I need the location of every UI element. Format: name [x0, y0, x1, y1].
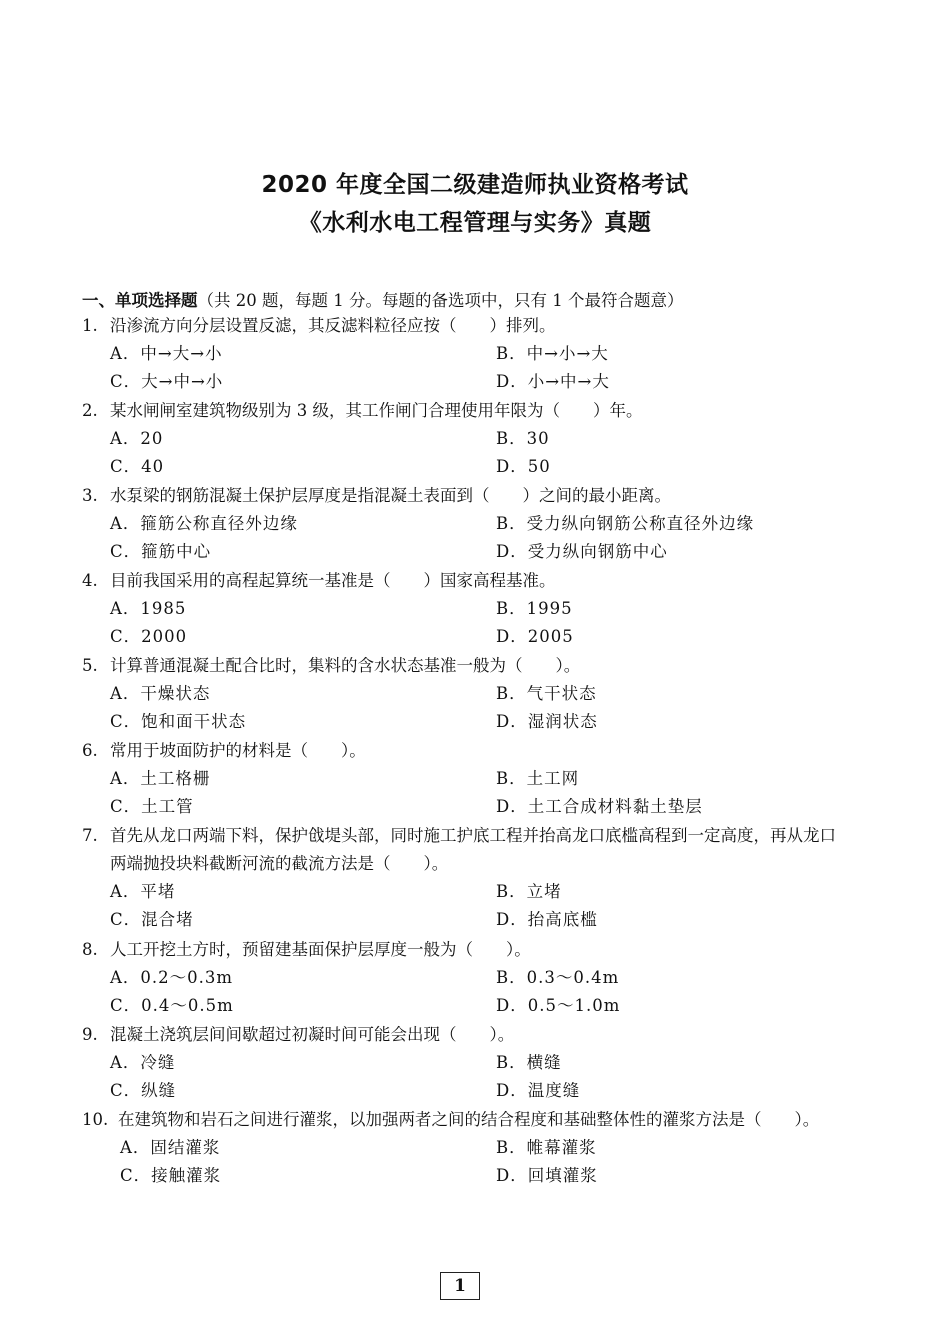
option-b: B．受力纵向钢筋公称直径外边缘: [496, 514, 755, 533]
option-a: A．土工格栅: [110, 769, 211, 788]
question-1: [82, 312, 842, 396]
question-4: [82, 567, 842, 651]
question-stem: 常用于坡面防护的材料是（ ）。: [110, 741, 366, 760]
question-number: 7.: [82, 826, 98, 845]
exam-title: 2020 年度全国二级建造师执业资格考试: [261, 172, 689, 198]
question-stem: 水泵梁的钢筋混凝土保护层厚度是指混凝土表面到（ ）之间的最小距离。: [110, 486, 671, 505]
option-d: D．50: [496, 457, 551, 476]
page-number: 1: [440, 1272, 480, 1300]
option-a: A．1985: [110, 599, 187, 618]
question-6: [82, 737, 842, 821]
option-c: C．2000: [110, 627, 188, 646]
question-number: 5.: [82, 656, 98, 675]
option-a: A．20: [110, 429, 164, 448]
option-c: C．饱和面干状态: [110, 712, 247, 731]
question-number: 3.: [82, 486, 98, 505]
question-stem: 沿渗流方向分层设置反滤，其反滤料粒径应按（ ）排列。: [110, 316, 556, 335]
exam-subtitle: 《水利水电工程管理与实务》真题: [298, 210, 652, 236]
option-c: C．混合堵: [110, 910, 194, 929]
question-7: [82, 822, 842, 934]
question-8: [82, 936, 842, 1020]
question-3: [82, 482, 842, 566]
option-d: D．抬高底槛: [496, 910, 598, 929]
option-b: B．横缝: [496, 1053, 562, 1072]
option-a: A．干燥状态: [110, 684, 211, 703]
option-c: C．0.4～0.5m: [110, 996, 234, 1015]
section-title: 一、单项选择题: [82, 291, 198, 310]
option-b: B．气干状态: [496, 684, 597, 703]
option-d: D．回填灌浆: [496, 1166, 598, 1185]
option-d: D．小→中→大: [496, 372, 610, 391]
question-number: 1.: [82, 316, 98, 335]
option-b: B．立堵: [496, 882, 562, 901]
option-b: B．中→小→大: [496, 344, 609, 363]
option-a: A．冷缝: [110, 1053, 176, 1072]
question-stem: 人工开挖土方时，预留建基面保护层厚度一般为（ ）。: [110, 940, 531, 959]
option-b: B．1995: [496, 599, 573, 618]
option-d: D．土工合成材料黏土垫层: [496, 797, 703, 816]
question-stem: 目前我国采用的高程起算统一基准是（ ）国家高程基准。: [110, 571, 556, 590]
option-a: A．箍筋公称直径外边缘: [110, 514, 298, 533]
option-d: D．湿润状态: [496, 712, 598, 731]
question-stem: 首先从龙口两端下料，保护戗堤头部，同时施工护底工程并抬高龙口底槛高程到一定高度，再从龙口两端抛投块料截断河流的截流方法是（ ）。: [110, 826, 836, 873]
option-b: B．土工网: [496, 769, 580, 788]
question-number: 2.: [82, 401, 98, 420]
option-c: C．纵缝: [110, 1081, 177, 1100]
option-b: B．0.3～0.4m: [496, 968, 620, 987]
question-number: 9.: [82, 1025, 98, 1044]
question-stem: 在建筑物和岩石之间进行灌浆，以加强两者之间的结合程度和基础整体性的灌浆方法是（ ）。: [118, 1110, 820, 1129]
option-c: C．箍筋中心: [110, 542, 212, 561]
option-a: A．中→大→小: [110, 344, 223, 363]
question-10: [82, 1106, 842, 1190]
option-a: A．平堵: [110, 882, 176, 901]
option-c: C．土工管: [110, 797, 194, 816]
option-d: D．受力纵向钢筋中心: [496, 542, 668, 561]
question-number: 10.: [82, 1110, 109, 1129]
option-a: A．固结灌浆: [120, 1138, 221, 1157]
question-5: [82, 652, 842, 736]
option-b: B．帷幕灌浆: [496, 1138, 597, 1157]
option-b: B．30: [496, 429, 550, 448]
question-number: 6.: [82, 741, 98, 760]
section-heading: [82, 287, 683, 311]
question-stem: 混凝土浇筑层间间歇超过初凝时间可能会出现（ ）。: [110, 1025, 515, 1044]
option-a: A．0.2～0.3m: [110, 968, 234, 987]
question-stem: 计算普通混凝土配合比时，集料的含水状态基准一般为（ ）。: [110, 656, 581, 675]
option-c: C．接触灌浆: [120, 1166, 222, 1185]
question-number: 8.: [82, 940, 98, 959]
option-d: D．2005: [496, 627, 574, 646]
section-note: （共 20 题，每题 1 分。每题的备选项中，只有 1 个最符合题意）: [197, 291, 684, 310]
question-9: [82, 1021, 842, 1105]
question-stem: 某水闸闸室建筑物级别为 3 级，其工作闸门合理使用年限为（ ）年。: [110, 401, 643, 420]
question-2: [82, 397, 842, 481]
question-number: 4.: [82, 571, 98, 590]
option-c: C．40: [110, 457, 165, 476]
option-c: C．大→中→小: [110, 372, 224, 391]
option-d: D．0.5～1.0m: [496, 996, 621, 1015]
option-d: D．温度缝: [496, 1081, 581, 1100]
